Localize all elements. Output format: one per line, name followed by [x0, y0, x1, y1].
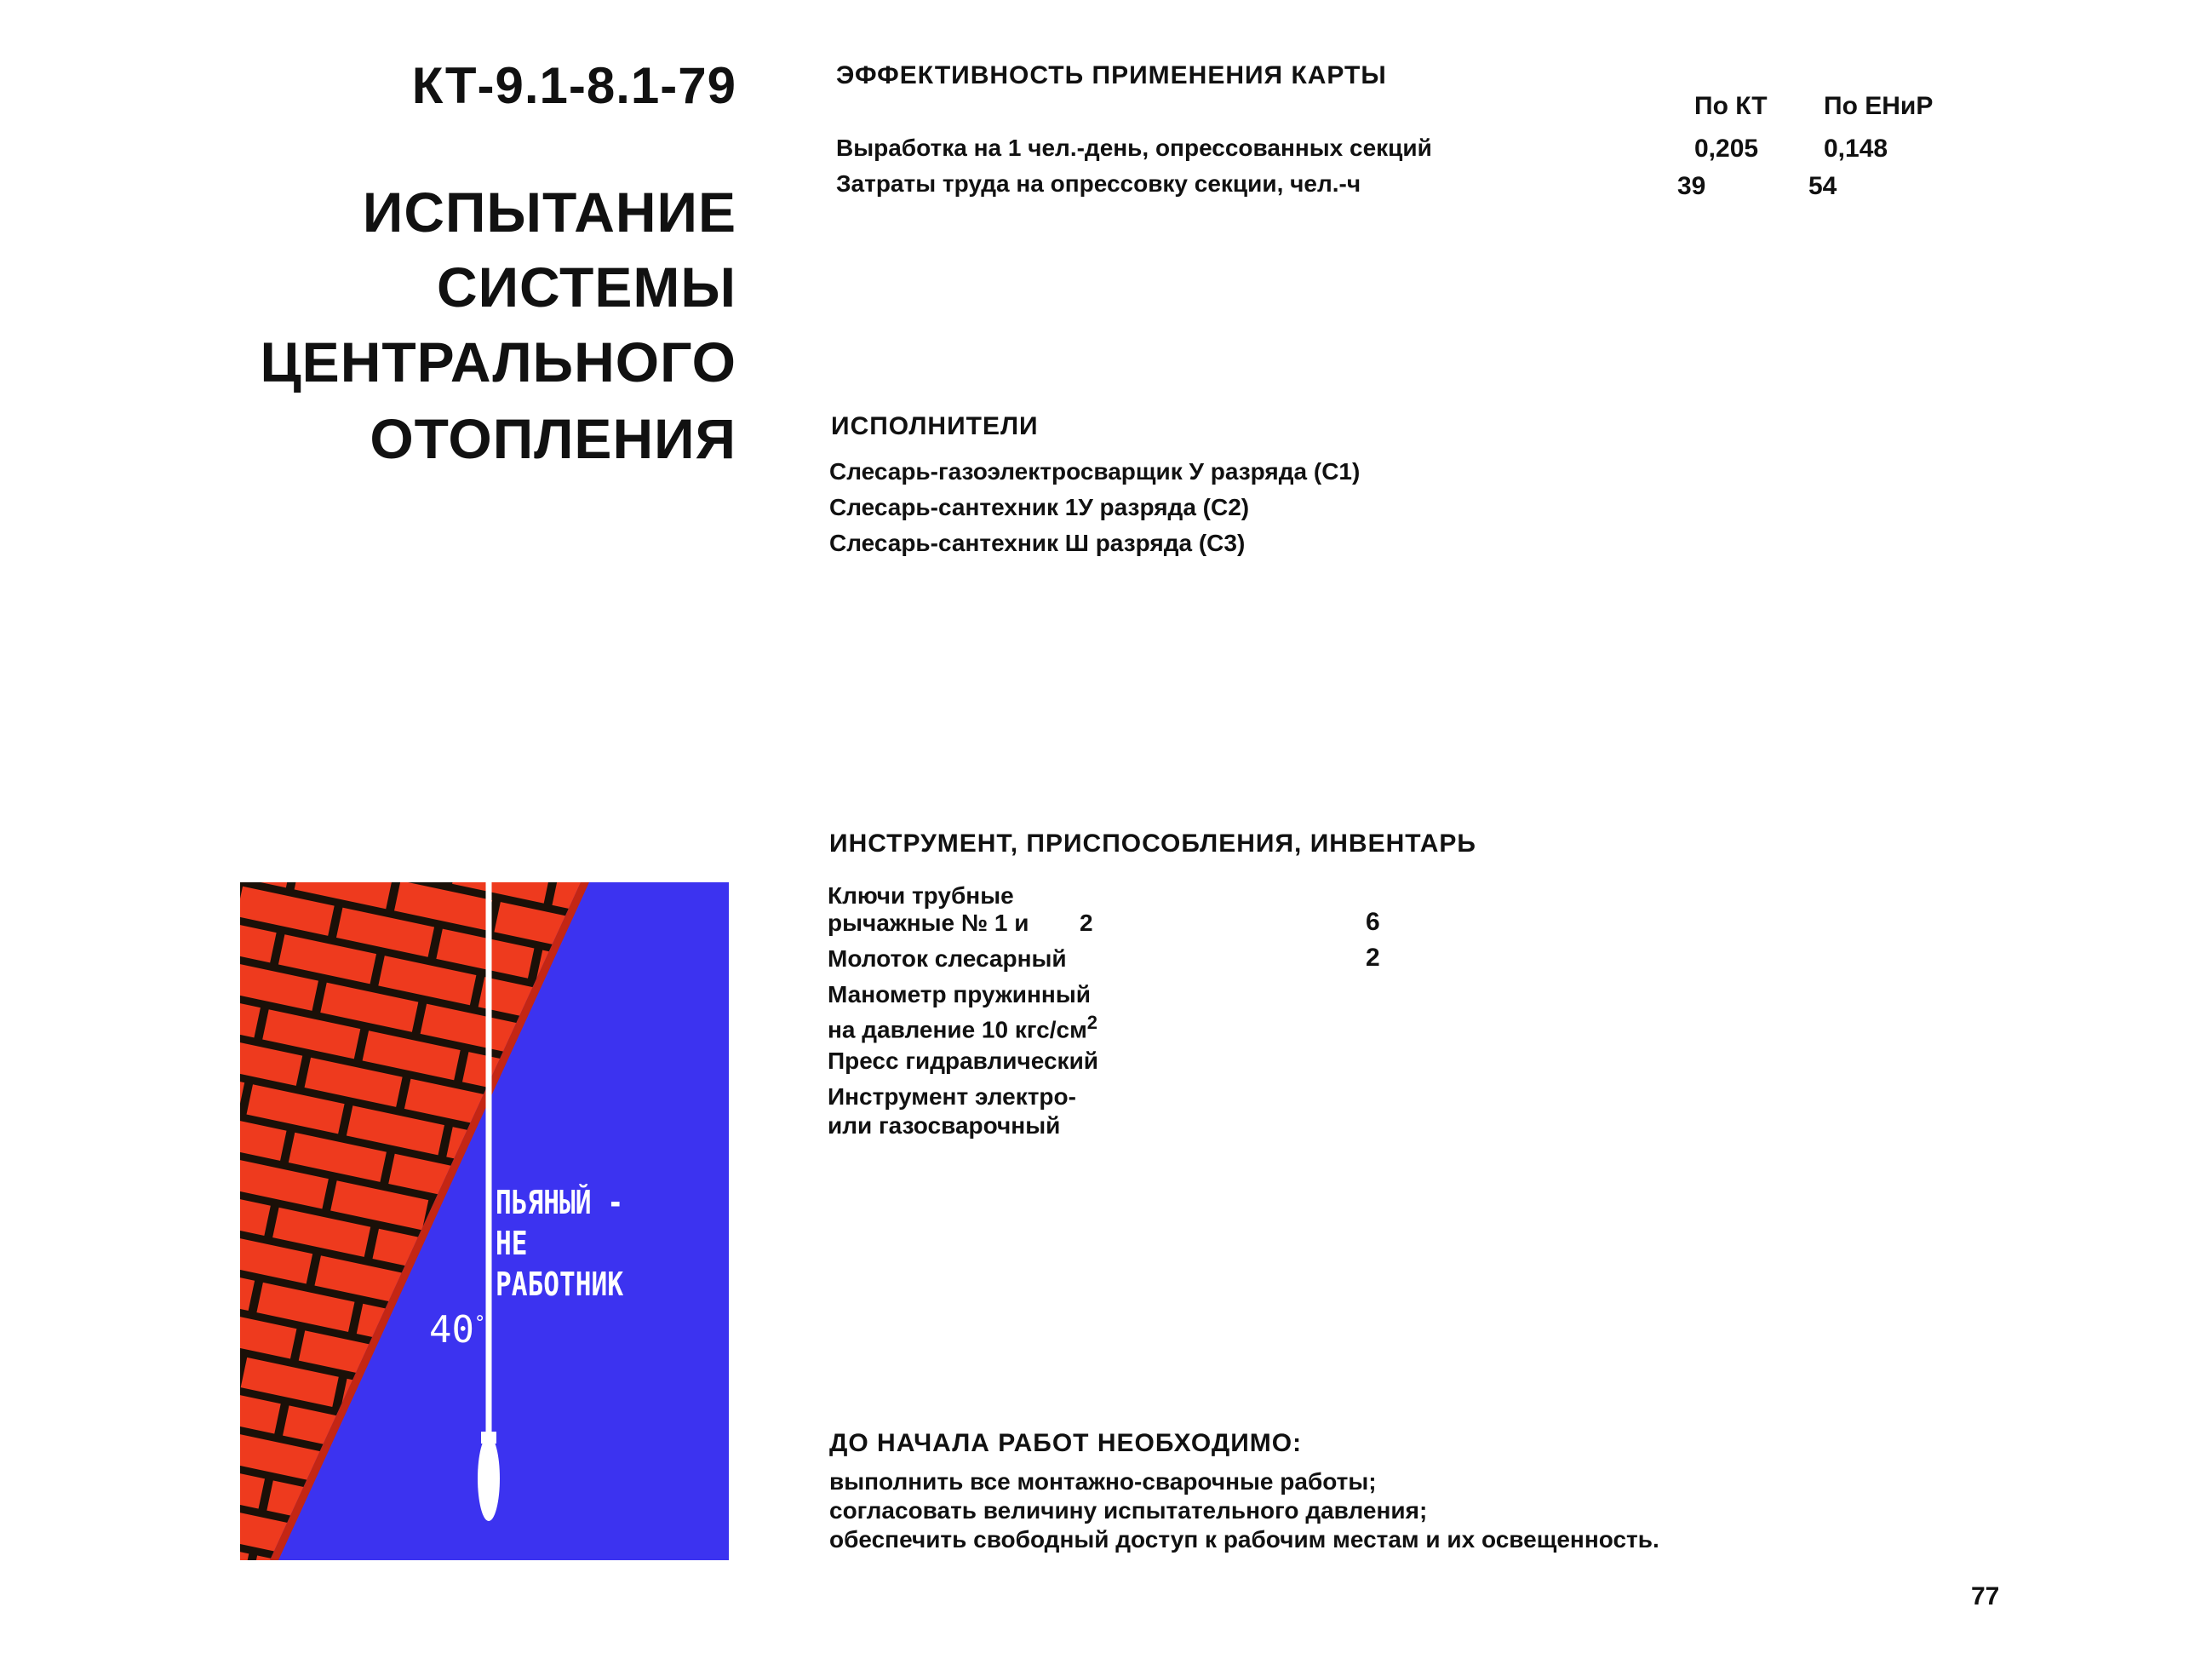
efficiency-row-kt: 39	[1677, 172, 1706, 200]
page-number: 77	[1971, 1582, 2000, 1610]
tool-item-line1: Ключи трубные	[828, 882, 1014, 909]
before-work-heading: ДО НАЧАЛА РАБОТ НЕОБХОДИМО:	[829, 1429, 1303, 1457]
before-work-item: обеспечить свободный доступ к рабочим местам и их освещенность.	[829, 1526, 1659, 1553]
poster-slogan	[496, 1182, 623, 1305]
tool-item-line2-text: на давление 10 кгс/см	[828, 1016, 1087, 1043]
workers-heading: ИСПОЛНИТЕЛИ	[831, 412, 1039, 440]
slogan-line-3: РАБОТНИК	[496, 1266, 624, 1303]
superscript: 2	[1086, 1012, 1098, 1033]
poster-illustration	[240, 882, 729, 1560]
worker-item: Слесарь-сантехник 1У разряда (С2)	[829, 494, 1250, 520]
efficiency-row-label: Затраты труда на опрессовку секции, чел.-ч	[836, 170, 1361, 197]
tool-item-line2-extra: 2	[1080, 910, 1093, 936]
tool-item-qty: 2	[1366, 944, 1380, 972]
efficiency-row-label: Выработка на 1 чел.-день, опрессованных секций	[836, 135, 1432, 161]
plumb-bob	[478, 1436, 500, 1521]
slogan-line-2: НЕ	[496, 1225, 528, 1262]
title-line-4: ОТОПЛЕНИЯ	[370, 407, 736, 470]
degree-value: 40	[429, 1308, 474, 1352]
col-header-enir: По ЕНиР	[1824, 92, 1934, 120]
before-work-item: согласовать величину испытательного давления;	[829, 1497, 1428, 1524]
tool-item-line2	[828, 1012, 1097, 1043]
efficiency-row-enir: 0,148	[1824, 135, 1888, 163]
degree-label: 40°	[429, 1308, 486, 1352]
tool-item-line1: Инструмент электро-	[828, 1083, 1076, 1110]
tool-item-line1: Пресс гидравлический	[828, 1048, 1098, 1074]
title-line-2: СИСТЕМЫ	[436, 255, 736, 319]
tool-item-qty: 6	[1366, 908, 1380, 936]
efficiency-row-kt: 0,205	[1694, 135, 1759, 163]
tool-item-line2: или газосварочный	[828, 1112, 1061, 1139]
efficiency-heading: ЭФФЕКТИВНОСТЬ ПРИМЕНЕНИЯ КАРТЫ	[836, 61, 1387, 89]
title-line-1: ИСПЫТАНИЕ	[362, 181, 736, 244]
plumb-bob-cap	[481, 1432, 496, 1444]
worker-item: Слесарь-газоэлектросварщик У разряда (С1)	[829, 458, 1361, 485]
document-code: КТ-9.1-8.1-79	[411, 57, 736, 114]
tools-heading: ИНСТРУМЕНТ, ПРИСПОСОБЛЕНИЯ, ИНВЕНТАРЬ	[829, 830, 1476, 858]
worker-item: Слесарь-сантехник Ш разряда (С3)	[829, 530, 1246, 556]
tool-item-line1: Молоток слесарный	[828, 945, 1067, 972]
efficiency-row-enir: 54	[1808, 172, 1837, 200]
title-line-3: ЦЕНТРАЛЬНОГО	[260, 330, 736, 393]
tool-item-line2: рычажные № 1 и	[828, 910, 1029, 936]
before-work-item: выполнить все монтажно-сварочные работы;	[829, 1468, 1377, 1495]
tool-item-line1: Манометр пружинный	[828, 981, 1091, 1007]
slogan-line-1: ПЬЯНЫЙ -	[496, 1184, 624, 1221]
col-header-kt: По КТ	[1694, 92, 1768, 120]
poster-svg	[240, 882, 729, 1560]
